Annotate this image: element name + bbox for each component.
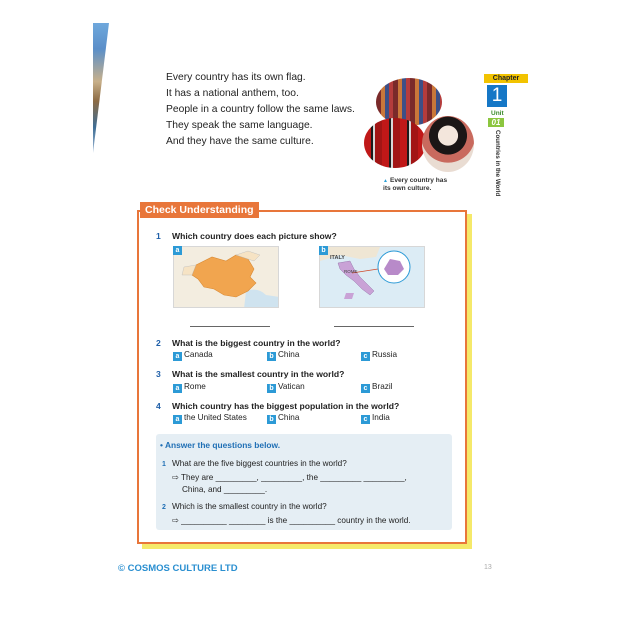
panel-answer-2-line-1[interactable]: ⇨ __________ ________ is the __________ country in the world. — [172, 516, 411, 525]
culture-photo-geisha — [422, 116, 474, 172]
culture-photo-guards — [364, 118, 426, 168]
badge-a: a — [173, 246, 182, 255]
unit-label: Unit — [491, 110, 504, 117]
option-b[interactable]: b Vatican — [267, 382, 305, 393]
question-1: 1 Which country does each picture show? — [156, 231, 337, 241]
option-a[interactable]: a Rome — [173, 382, 206, 393]
answer-line-b — [334, 326, 414, 327]
chapter-label: Chapter — [484, 74, 528, 83]
answer-line-a — [190, 326, 270, 327]
option-a[interactable]: a the United States — [173, 413, 247, 424]
map-italy — [319, 246, 425, 308]
option-c[interactable]: c India — [361, 413, 390, 424]
chapter-number: 1 — [487, 85, 507, 107]
option-a[interactable]: a Canada — [173, 350, 213, 361]
question-3: 3 What is the smallest country in the world? — [156, 369, 345, 379]
triangle-icon: ▲ — [383, 178, 388, 184]
intro-line: Every country has its own flag. — [166, 72, 306, 83]
map-label-italy: ITALY — [330, 255, 345, 261]
answer-panel-title: • Answer the questions below. — [160, 440, 281, 450]
page-number: 13 — [484, 564, 492, 571]
intro-paragraph — [166, 70, 386, 150]
culture-photos — [356, 78, 478, 178]
unit-number: 01 — [488, 118, 504, 127]
option-b[interactable]: b China — [267, 413, 299, 424]
option-b[interactable]: b China — [267, 350, 299, 361]
map-label-rome: ROME — [344, 269, 358, 274]
intro-line: People in a country follow the same laws. — [166, 104, 355, 115]
panel-answer-1-line-2[interactable]: China, and _________. — [182, 485, 268, 494]
option-c[interactable]: c Russia — [361, 350, 397, 361]
question-2: 2 What is the biggest country in the world? — [156, 338, 341, 348]
panel-question-2: 2 Which is the smallest country in the world? — [162, 502, 327, 511]
copyright-footer: © COSMOS CULTURE LTD — [118, 563, 238, 574]
badge-b: b — [319, 246, 328, 255]
check-understanding-title: Check Understanding — [140, 202, 259, 218]
panel-question-1: 1 What are the five biggest countries in the world? — [162, 459, 347, 468]
chapter-side-title: Countries in the World — [494, 130, 501, 197]
intro-line: And they have the same culture. — [166, 136, 314, 147]
question-4: 4 Which country has the biggest population in the world? — [156, 401, 400, 411]
chapter-tab — [484, 74, 528, 127]
decorative-photo-strip — [93, 23, 109, 153]
intro-line: They speak the same language. — [166, 120, 313, 131]
photo-caption: ▲ Every country has its own culture. — [383, 177, 448, 192]
intro-line: It has a national anthem, too. — [166, 88, 299, 99]
option-c[interactable]: c Brazil — [361, 382, 392, 393]
map-china — [173, 246, 279, 308]
panel-answer-1-line-1[interactable]: ⇨ They are _________, _________, the _________ _________, — [172, 473, 407, 482]
